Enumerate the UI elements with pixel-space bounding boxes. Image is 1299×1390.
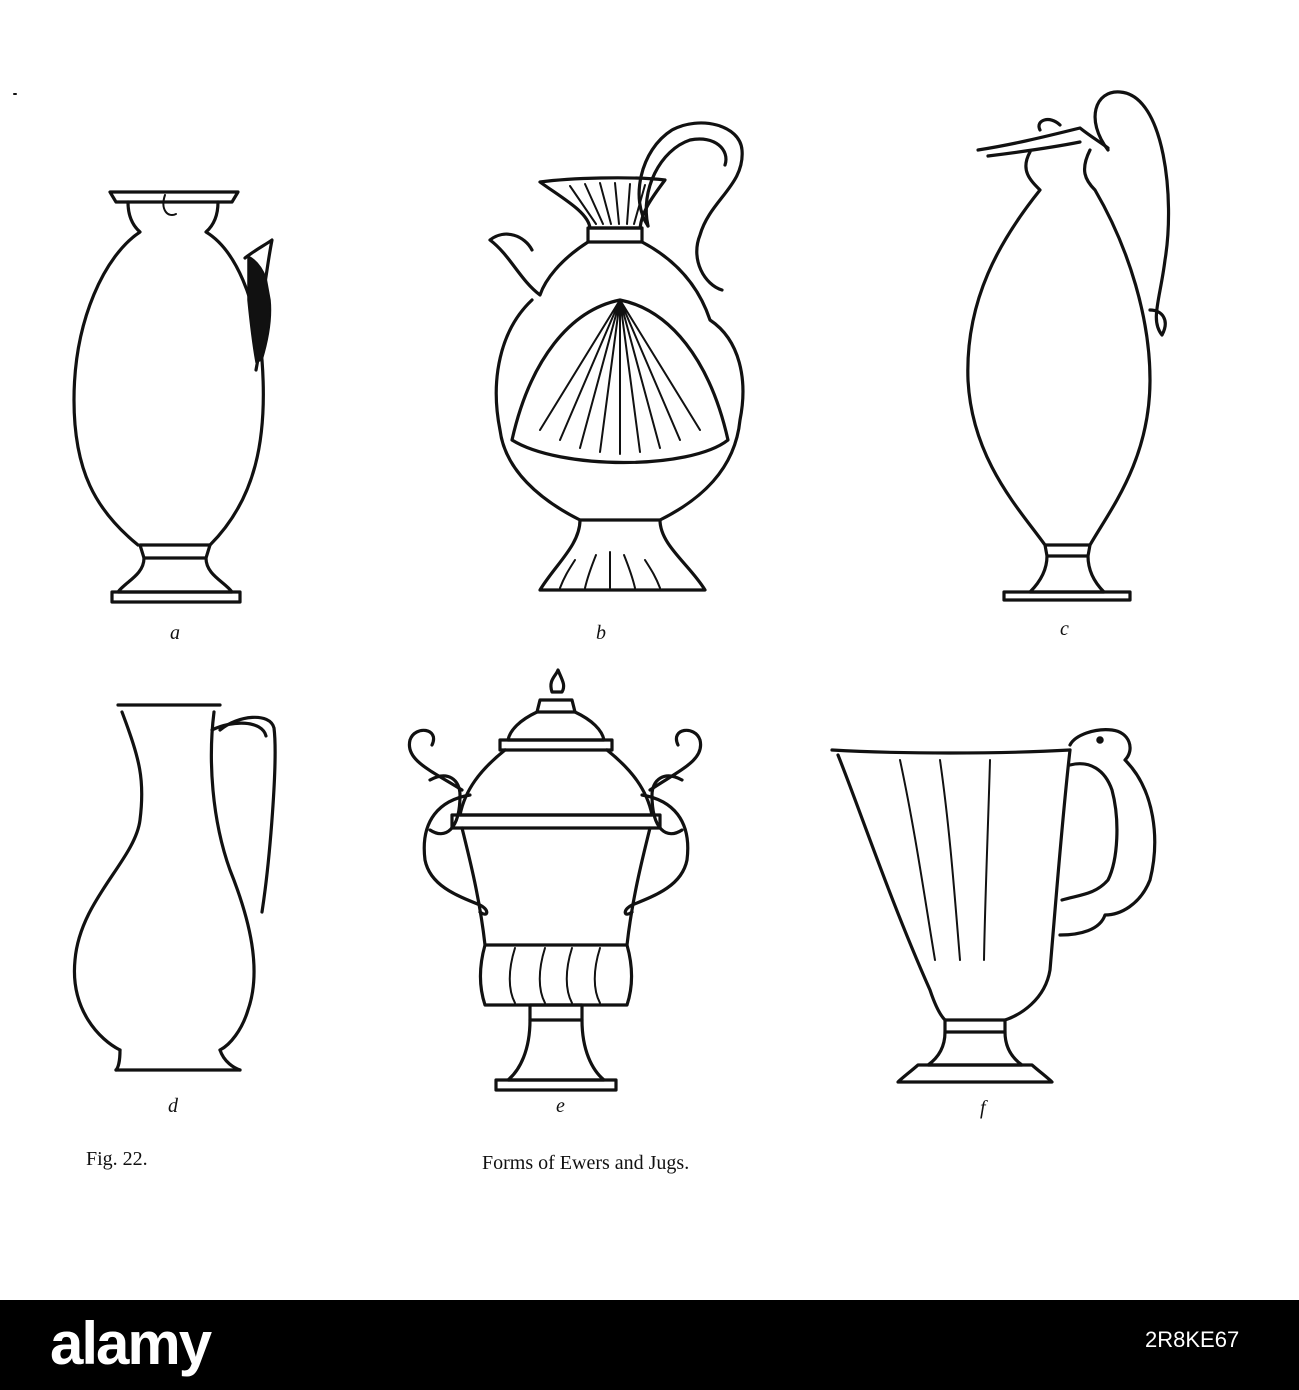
alamy-logo-text: alamy [50, 1312, 211, 1377]
ewer-b-drawing [490, 123, 743, 590]
jug-d-drawing [74, 705, 275, 1070]
label-d: d [168, 1095, 178, 1117]
label-a: a [170, 622, 180, 644]
label-c: c [1060, 618, 1069, 640]
urn-e-drawing [409, 670, 700, 1090]
stock-image-id: 2R8KE67 [1145, 1327, 1240, 1352]
label-e: e [556, 1095, 565, 1117]
figure-label: Fig. 22. [86, 1148, 148, 1170]
label-b: b [596, 622, 606, 644]
ewer-c-drawing [968, 92, 1169, 600]
alamy-logo [50, 1312, 265, 1378]
jug-f-drawing [832, 730, 1155, 1082]
figure-title: Forms of Ewers and Jugs. [482, 1152, 690, 1174]
label-f: f [980, 1097, 986, 1119]
ewer-a-drawing [74, 192, 272, 602]
